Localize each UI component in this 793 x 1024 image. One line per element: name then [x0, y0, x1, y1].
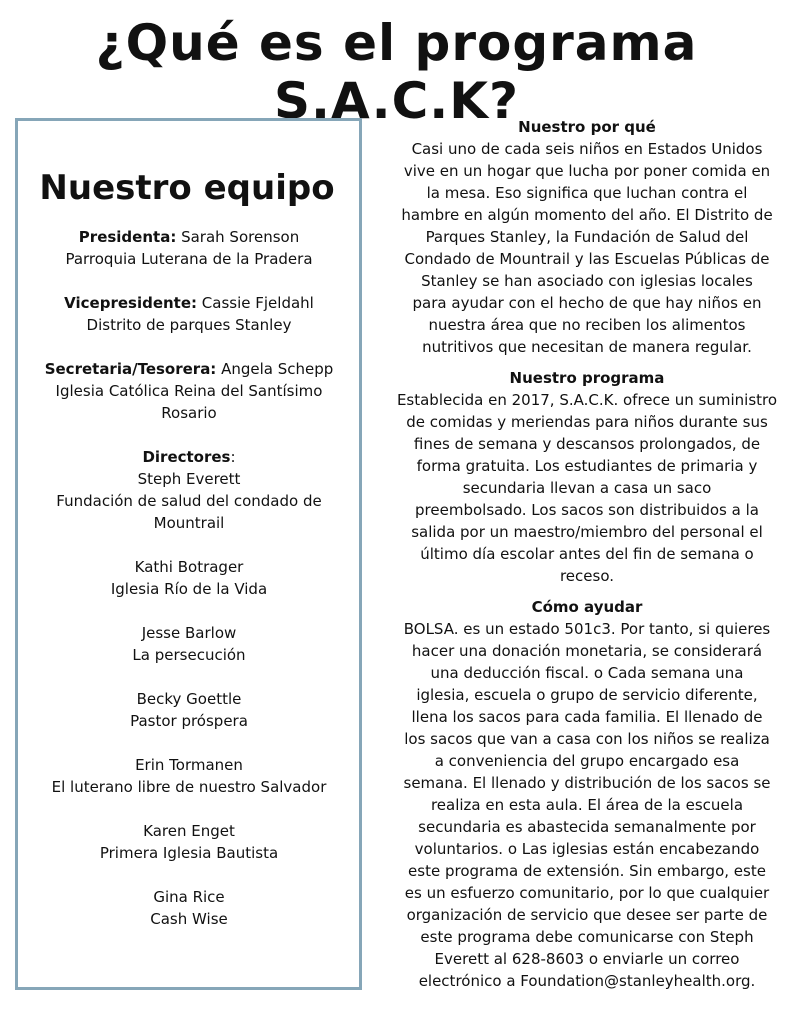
director-org: Mountrail [153, 514, 225, 532]
director-name: Kathi Botrager [134, 558, 244, 576]
director-org: El luterano libre de nuestro Salvador [51, 778, 327, 796]
section-text-line: organización de servicio que desee ser parte de [406, 906, 768, 924]
section-text-line: vive en un hogar que lucha por poner comida en [403, 162, 771, 180]
director-entry [15, 622, 363, 666]
section-text-line: la mesa. Eso significa que luchan contra el [426, 184, 748, 202]
officer-role: Presidenta: [78, 228, 177, 246]
officer-org: Parroquia Luterana de la Pradera [65, 250, 313, 268]
director-org: Pastor próspera [130, 712, 248, 730]
section-text-line: nuestra área que no reciben los alimentos [428, 316, 746, 334]
section-heading: Nuestro por qué [518, 118, 656, 136]
director-org: Primera Iglesia Bautista [99, 844, 279, 862]
section-text-line: electrónico a Foundation@stanleyhealth.org. [418, 972, 756, 990]
director-entry [15, 556, 363, 600]
director-org: Cash Wise [150, 910, 228, 928]
director-name: Karen Enget [143, 822, 235, 840]
section-text-line: Condado de Mountrail y las Escuelas Públicas de [404, 250, 770, 268]
section [382, 367, 792, 587]
officer-entry [15, 292, 363, 336]
section-text-line: es un esfuerzo comunitario, por lo que cualquier [404, 884, 770, 902]
section-text-line: hambre en algún momento del año. El Distrito de [401, 206, 773, 224]
section-text-line: este programa debe comunicarse con Steph [420, 928, 754, 946]
director-name: Steph Everett [137, 470, 241, 488]
officer-line [15, 226, 363, 248]
director-entry [15, 886, 363, 930]
section-text-line: Establecida en 2017, S.A.C.K. ofrece un suministro [396, 391, 778, 409]
director-name: Erin Tormanen [135, 756, 243, 774]
directors-heading [15, 446, 363, 468]
info-column [382, 116, 792, 1001]
section-text-line: salida por un maestro/miembro del personal el [411, 523, 763, 541]
section-text-line: Casi uno de cada seis niños en Estados Unidos [411, 140, 763, 158]
director-org: La persecución [132, 646, 246, 664]
officer-role: Vicepresidente: [64, 294, 198, 312]
officer-entry [15, 226, 363, 270]
director-name: Becky Goettle [136, 690, 242, 708]
officer-name: Sarah Sorenson [176, 228, 300, 246]
section-text-line: nutritivos que necesitan de manera regular. [422, 338, 752, 356]
section-text-line: secundaria llevan a casa un saco [462, 479, 712, 497]
section-text-line: fines de semana y descansos prolongados, de [413, 435, 761, 453]
officer-org: Distrito de parques Stanley [86, 316, 292, 334]
director-name: Jesse Barlow [141, 624, 237, 642]
director-entry [15, 754, 363, 798]
section-text-line: Stanley se han asociado con iglesias locales [421, 272, 753, 290]
section-text-line: iglesia, escuela o grupo de servicio diferente, [416, 686, 758, 704]
section [382, 596, 792, 992]
section-text-line: los sacos que van a casa con los niños se realiza [404, 730, 770, 748]
section-text-line: semana. El llenado y distribución de los sacos se [403, 774, 771, 792]
officer-name: Angela Schepp [216, 360, 334, 378]
director-entry [15, 688, 363, 732]
section-text-line: llena los sacos para cada familia. El llenado de [411, 708, 763, 726]
page-title: ¿Qué es el programa S.A.C.K? [95, 14, 698, 130]
section-text-line: forma gratuita. Los estudiantes de primaria y [416, 457, 758, 475]
section-heading: Nuestro programa [509, 369, 665, 387]
section-text-line: secundaria es abastecida semanalmente por [418, 818, 756, 836]
officer-name: Cassie Fjeldahl [197, 294, 314, 312]
director-entry [15, 820, 363, 864]
officer-line [15, 358, 363, 380]
officer-org: Iglesia Católica Reina del Santísimo [55, 382, 323, 400]
section-text-line: receso. [559, 567, 615, 585]
directors-colon: : [230, 448, 236, 466]
officer-entry [15, 358, 363, 424]
section-text-line: una deducción fiscal. o Cada semana una [430, 664, 744, 682]
director-org: Fundación de salud del condado de [56, 492, 322, 510]
section-text-line: preembolsado. Los sacos son distribuidos a la [415, 501, 759, 519]
section-text-line: Parques Stanley, la Fundación de Salud del [425, 228, 749, 246]
directors-group [15, 446, 363, 930]
section-text-line: BOLSA. es un estado 501c3. Por tanto, si quieres [403, 620, 771, 638]
section-text-line: hacer una donación monetaria, se considerará [411, 642, 763, 660]
directors-label: Directores [142, 448, 231, 466]
officer-line [15, 292, 363, 314]
team-list [15, 226, 363, 952]
section [382, 116, 792, 358]
section-text-line: Everett al 628-8603 o enviarle un correo [434, 950, 740, 968]
director-entry [15, 468, 363, 534]
section-text-line: realiza en esta aula. El área de la escuela [430, 796, 744, 814]
director-name: Gina Rice [153, 888, 225, 906]
officer-org: Rosario [161, 404, 217, 422]
officer-role: Secretaria/Tesorera: [44, 360, 217, 378]
section-text-line: voluntarios. o Las iglesias están encabezando [414, 840, 760, 858]
section-text-line: para ayudar con el hecho de que hay niños en [412, 294, 762, 312]
director-org: Iglesia Río de la Vida [110, 580, 268, 598]
section-text-line: último día escolar antes del fin de semana o [420, 545, 754, 563]
team-heading: Nuestro equipo [39, 168, 335, 208]
section-text-line: de comidas y meriendas para niños durante sus [406, 413, 768, 431]
section-text-line: este programa de extensión. Sin embargo, este [408, 862, 766, 880]
section-heading: Cómo ayudar [531, 598, 643, 616]
section-text-line: a conveniencia del grupo encargado esa [434, 752, 740, 770]
